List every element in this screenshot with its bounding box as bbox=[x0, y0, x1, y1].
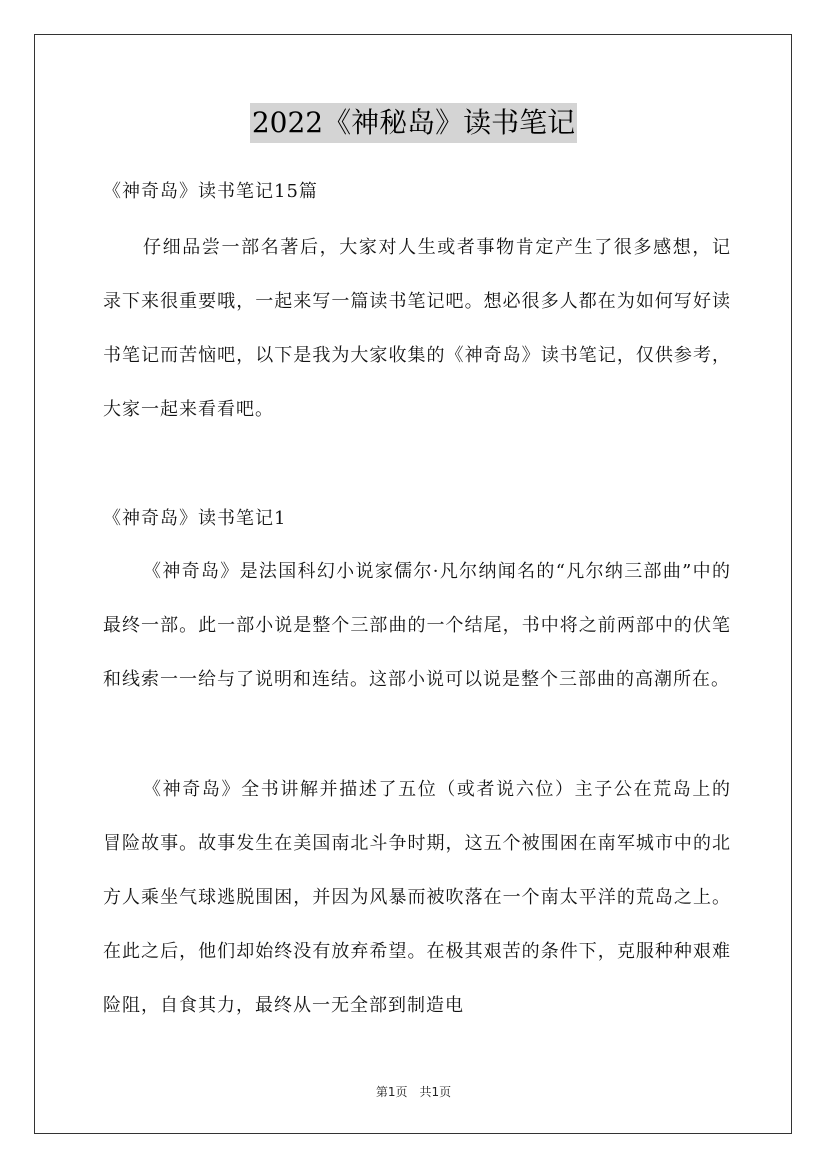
body-paragraph: 《神奇岛》全书讲解并描述了五位（或者说六位）主子公在荒岛上的冒险故事。故事发生在美国南北斗争时期，这五个被围困在南军城市中的北方人乘坐气球逃脱围困，并因为风暴而被吹落在一个南太平洋的荒岛之上。在此之后，他们却始终没有放弃希望。在极其艰苦的条件下，克服种种艰难险阻，自食其力，最终从一无全部到制造电 bbox=[103, 779, 731, 1016]
section-1 bbox=[103, 505, 731, 533]
page-footer bbox=[0, 1083, 827, 1101]
section-heading: 《神奇岛》读书笔记1 bbox=[103, 508, 287, 529]
intro-heading: 《神奇岛》读书笔记15篇 bbox=[103, 181, 318, 202]
intro-body bbox=[103, 221, 731, 437]
section-1-body-2 bbox=[103, 763, 731, 1033]
page-number: 第1页 共1页 bbox=[375, 1085, 452, 1099]
document-title-text: 2022《神秘岛》读书笔记 bbox=[250, 103, 577, 143]
section-1-body bbox=[103, 545, 731, 707]
document-title bbox=[0, 103, 827, 143]
body-paragraph: 《神奇岛》是法国科幻小说家儒尔·凡尔纳闻名的“凡尔纳三部曲”中的最终一部。此一部小说是整个三部曲的一个结尾，书中将之前两部中的伏笔和线索一一给与了说明和连结。这部小说可以说是整个三部曲的高潮所在。 bbox=[103, 561, 731, 690]
intro-section bbox=[103, 178, 731, 206]
intro-paragraph: 仔细品尝一部名著后，大家对人生或者事物肯定产生了很多感想，记录下来很重要哦，一起来写一篇读书笔记吧。想必很多人都在为如何写好读书笔记而苦恼吧，以下是我为大家收集的《神奇岛》读书笔记，仅供参考，大家一起来看看吧。 bbox=[103, 237, 731, 420]
